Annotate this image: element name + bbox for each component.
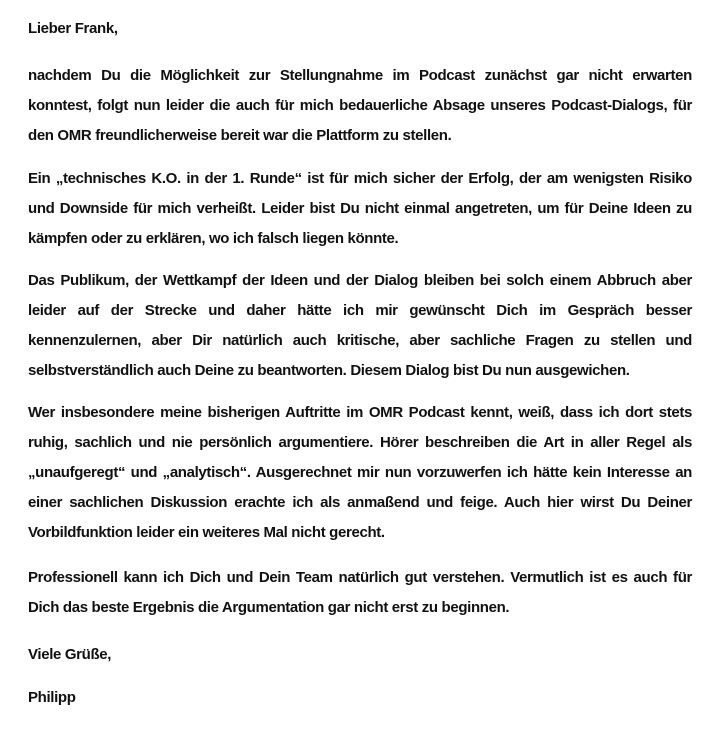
closing: Viele Grüße, — [28, 646, 112, 663]
letter-paragraph-3: Das Publikum, der Wettkampf der Ideen und der Dialog bleiben bei solch einem Abbruch aber leider auf der Strecke und daher hätte ich mir gewünscht Dich im Gespräch besser kennenzulernen, aber Dir natürlich auch kritische, aber sachliche Fragen zu stellen und selbstverständlich auch Deine zu beantworten. Diesem Dialog bist Du nun ausgewichen. — [28, 272, 692, 379]
letter-paragraph-4: Wer insbesondere meine bisherigen Auftritte im OMR Podcast kennt, weiß, dass ich dort stets ruhig, sachlich und nie persönlich argumentiere. Hörer beschreiben die Art in aller Regel als „unaufgeregt“ und „analytisch“. Ausgerechnet mir nun vorzuwerfen ich hätte kein Interesse an einer sachlichen Diskussion erachte ich als anmaßend und feige. Auch hier wirst Du Deiner Vorbildfunktion leider ein weiteres Mal nicht gerecht. — [28, 404, 692, 541]
salutation: Lieber Frank, — [28, 20, 118, 37]
letter-paragraph-1: nachdem Du die Möglichkeit zur Stellungnahme im Podcast zunächst gar nicht erwarten konntest, folgt nun leider die auch für mich bedauerliche Absage unseres Podcast-Dialogs, für den OMR freundlicherweise bereit war die Plattform zu stellen. — [28, 67, 692, 144]
letter-paragraph-2: Ein „technisches K.O. in der 1. Runde“ ist für mich sicher der Erfolg, der am wenigsten Risiko und Downside für mich verheißt. Leider bist Du nicht einmal angetreten, um für Deine Ideen zu kämpfen oder zu erklären, wo ich falsch liegen könnte. — [28, 170, 692, 247]
signature: Philipp — [28, 689, 76, 706]
letter-paragraph-5: Professionell kann ich Dich und Dein Team natürlich gut verstehen. Vermutlich ist es auch für Dich das beste Ergebnis die Argumentation gar nicht erst zu beginnen. — [28, 569, 692, 616]
